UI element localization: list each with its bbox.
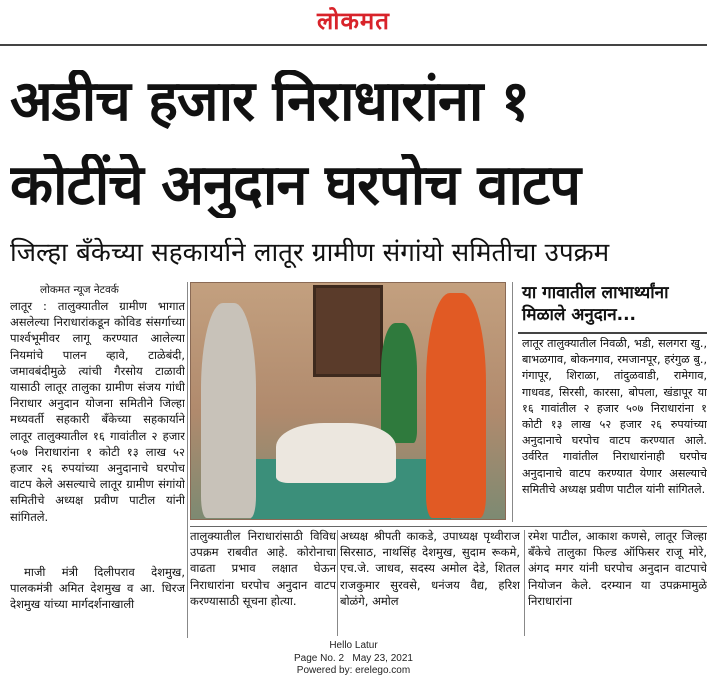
footer-edition: Hello Latur [329, 640, 378, 651]
column-divider [187, 282, 188, 638]
footer-powered: Powered by: erelego.com [296, 665, 411, 676]
sidebar-rule [518, 332, 707, 334]
photo-person-middle [381, 323, 417, 443]
news-photo [190, 282, 506, 520]
masthead-text: लोकमत [317, 6, 390, 35]
footer-page-date [0, 653, 707, 666]
column-divider [512, 282, 513, 522]
headline-line-2: कोटींचे अनुदान घरपोच वाटप [10, 154, 581, 218]
photo-person-right [426, 293, 486, 518]
byline: लोकमत न्यूज नेटवर्क [40, 284, 119, 296]
sidebar-heading: या गावातील लाभार्थ्यांना मिळाले अनुदान... [522, 283, 669, 325]
page-footer [0, 640, 707, 678]
headline-line-1: अडीच हजार निराधारांना १ [10, 70, 530, 134]
masthead-rule [0, 44, 707, 46]
article-column-2: तालुक्यातील निराधारांसाठी विविध उपक्रम राबवीत आहे. कोरोनाचा वाढता प्रभाव लक्षात घेऊन निराधारांना घरपोच अनुदान वाटप करण्यासाठी सूचना होत्या. [190, 529, 336, 608]
subheadline: जिल्हा बँकेच्या सहकार्याने लातूर ग्रामीण संगांयो समितीचा उपक्रम [10, 238, 610, 268]
photo-person-lying [276, 423, 396, 483]
footer-page: Page No. 2 [294, 652, 345, 664]
article-column-3: अध्यक्ष श्रीपती काकडे, उपाध्यक्ष पृथ्वीराज सिरसाठ, नाथसिंह देशमुख, सुदाम रूकमे, एच.जे. जाधव, सदस्य अमोल देडे, शितल राजकुमार सुरवसे, धनंजय वैद्य, हरिश बोळंगे, अमोल [340, 529, 520, 608]
photo-person-left [201, 303, 256, 518]
masthead-logo [0, 4, 707, 37]
footer-date: May 23, 2021 [352, 652, 413, 664]
column-divider [524, 530, 525, 636]
article-column-1-continued: माजी मंत्री दिलीपराव देशमुख, पालकमंत्री अमित देशमुख व आ. धिरज देशमुख यांच्या मार्गदर्शनाखाली [10, 565, 185, 612]
section-divider [190, 526, 707, 527]
article-column-1: लातूर : तालुक्यातील ग्रामीण भागात असलेल्या निराधारांकडून कोविड संसर्गाच्या पार्श्वभूमीवर लागू करण्यात आलेल्या नियमांचे पालन व्हावे, टाळेबंदी, जमावबंदीमुळे त्यांची गैरसोय टाळावी यासाठी लातूर तालुका ग्रामीण संजय गांधी निराधार अनुदान योजना समितीने जिल्हा मध्यवर्ती सहकारी बँकेच्या सहकार्याने लातूर तालुक्यातील १६ गावांतील २ हजार ५०७ निराधारांना १ कोटी १३ लाख ५२ हजार २६ रुपयांच्या अनुदानाचे घरपोच वाटप केले असल्याचे लातूर ग्रामीण संगांयो समितीचे अध्यक्ष प्रवीण पाटील यांनी सांगितले. [10, 299, 185, 524]
sidebar-body: लातूर तालुक्यातील निवळी, भडी, सलगरा खु., बाभळगाव, बोकनगाव, रमजानपूर, हरंगुळ बु., गंगापूर, शिराळा, तांदुळवाडी, रामेगाव, गाधवड, सिरसी, कारसा, बोपला, खंडापूर या १६ गावांतील २ हजार ५०७ निराधारांना १ कोटी १३ लाख ५२ हजार २६ रुपयांच्या अनुदानाचे घरपोच वाटप करण्यात आले. उर्वरित गावांतील निराधारांनाही घरपोच अनुदानाचे वाटप करण्यात येणार असल्याचे समितीचे अध्यक्ष प्रवीण पाटील यांनी सांगितले. [522, 337, 707, 496]
photo-window [313, 285, 383, 377]
article-column-4: रमेश पाटील, आकाश कणसे, लातूर जिल्हा बँकेचे तालुका फिल्ड ऑफिसर राजू मोरे, अंगद मगर यांनी घरपोच अनुदान वाटपाचे नियोजन केले. दरम्यान या उपक्रमामुळे निराधारांना [528, 529, 707, 608]
column-divider [337, 530, 338, 636]
